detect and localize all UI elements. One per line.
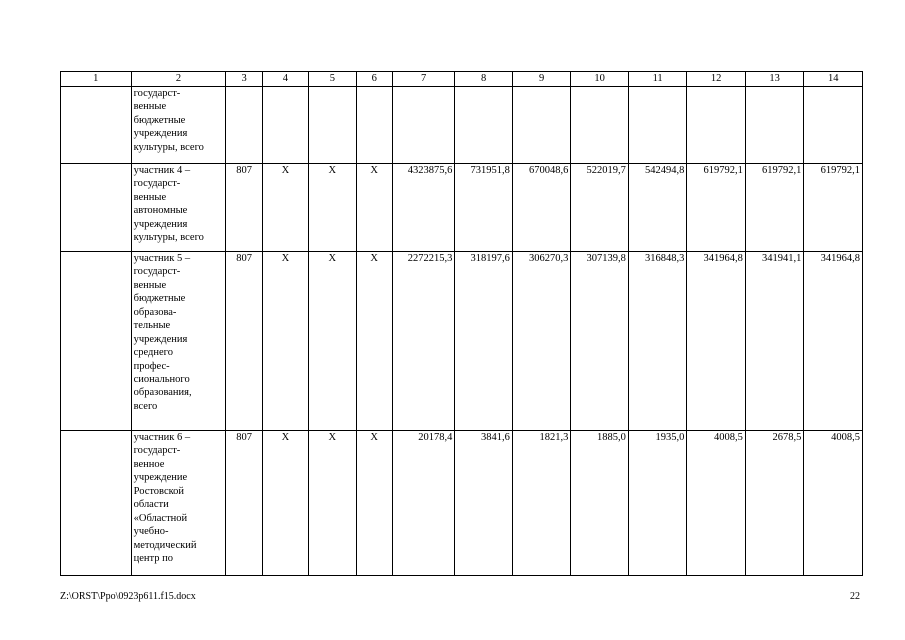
cell-value-col10: 522019,7 <box>571 164 629 252</box>
footer-page-number: 22 <box>850 591 860 602</box>
description-line: сионального <box>133 373 190 385</box>
description-line: учреждения <box>133 128 188 140</box>
description-line: среднего <box>133 347 173 359</box>
description-line: участник 4 – <box>133 165 191 176</box>
description-line: образова- <box>133 306 177 318</box>
cell-value-col12 <box>687 87 746 164</box>
cell-value-col7: 2272215,3 <box>392 252 455 431</box>
column-header-2: 2 <box>131 72 226 87</box>
cell-col6 <box>356 87 392 164</box>
cell-value-col14: 619792,1 <box>804 164 863 252</box>
cell-col4 <box>262 87 308 164</box>
description-line: участник 6 – <box>133 432 191 443</box>
cell-value-col11: 1935,0 <box>628 431 687 576</box>
cell-value-col8: 3841,6 <box>455 431 513 576</box>
cell-description <box>131 252 226 431</box>
cell-col1 <box>61 164 132 252</box>
cell-col6: Х <box>356 164 392 252</box>
description-line: центр по <box>133 552 173 564</box>
cell-value-col12: 341964,8 <box>687 252 746 431</box>
cell-col1 <box>61 87 132 164</box>
cell-col1 <box>61 252 132 431</box>
description-line: всего <box>133 400 158 412</box>
table-row <box>61 164 863 252</box>
column-header-5: 5 <box>309 72 356 87</box>
description-line: венные <box>133 191 167 203</box>
cell-value-col14 <box>804 87 863 164</box>
column-header-3: 3 <box>226 72 262 87</box>
cell-code <box>226 87 262 164</box>
cell-col1 <box>61 431 132 576</box>
cell-description <box>131 431 226 576</box>
budget-table <box>60 71 863 576</box>
column-header-9: 9 <box>512 72 571 87</box>
cell-value-col11: 316848,3 <box>628 252 687 431</box>
cell-value-col12: 4008,5 <box>687 431 746 576</box>
cell-col6: Х <box>356 252 392 431</box>
cell-value-col9: 1821,3 <box>512 431 571 576</box>
description-line: тельные <box>133 320 171 332</box>
description-line: венное <box>133 458 165 470</box>
cell-description <box>131 164 226 252</box>
description-line: государст- <box>133 88 181 99</box>
cell-value-col11 <box>628 87 687 164</box>
cell-value-col14: 341964,8 <box>804 252 863 431</box>
cell-value-col7 <box>392 87 455 164</box>
description-line: бюджетные <box>133 293 186 305</box>
description-line: культуры, всего <box>133 141 204 153</box>
cell-value-col8: 318197,6 <box>455 252 513 431</box>
cell-description <box>131 87 226 164</box>
cell-value-col9: 670048,6 <box>512 164 571 252</box>
column-header-13: 13 <box>745 72 804 87</box>
description-line: государст- <box>133 178 181 190</box>
cell-col5: Х <box>309 252 356 431</box>
cell-value-col7: 4323875,6 <box>392 164 455 252</box>
description-line: венные <box>133 101 167 113</box>
column-header-11: 11 <box>628 72 687 87</box>
cell-code: 807 <box>226 252 262 431</box>
cell-value-col10: 307139,8 <box>571 252 629 431</box>
footer-file-path: Z:\ORST\Ppo\0923p611.f15.docx <box>60 591 196 602</box>
cell-value-col13: 2678,5 <box>745 431 804 576</box>
cell-value-col10 <box>571 87 629 164</box>
cell-value-col14: 4008,5 <box>804 431 863 576</box>
description-line: участник 5 – <box>133 253 191 264</box>
cell-value-col9 <box>512 87 571 164</box>
column-header-6: 6 <box>356 72 392 87</box>
description-line: учебно- <box>133 526 169 538</box>
cell-value-col10: 1885,0 <box>571 431 629 576</box>
table-row <box>61 431 863 576</box>
description-line: государст- <box>133 445 181 457</box>
cell-col5: Х <box>309 164 356 252</box>
cell-col4: Х <box>262 431 308 576</box>
cell-col4: Х <box>262 252 308 431</box>
description-line: автономные <box>133 205 188 217</box>
description-line: образования, <box>133 387 192 399</box>
cell-value-col8: 731951,8 <box>455 164 513 252</box>
description-line: Ростовской <box>133 485 185 497</box>
description-line: области <box>133 499 169 511</box>
column-header-8: 8 <box>455 72 513 87</box>
cell-value-col13: 619792,1 <box>745 164 804 252</box>
description-line: бюджетные <box>133 114 186 126</box>
cell-value-col11: 542494,8 <box>628 164 687 252</box>
column-header-4: 4 <box>262 72 308 87</box>
description-line: учреждения <box>133 218 188 230</box>
cell-value-col13: 341941,1 <box>745 252 804 431</box>
cell-col5 <box>309 87 356 164</box>
description-line: учреждения <box>133 333 188 345</box>
description-line: профес- <box>133 360 170 372</box>
description-line: венные <box>133 279 167 291</box>
cell-value-col8 <box>455 87 513 164</box>
description-line: государст- <box>133 266 181 278</box>
column-header-10: 10 <box>571 72 629 87</box>
table-row <box>61 252 863 431</box>
cell-value-col9: 306270,3 <box>512 252 571 431</box>
table-body <box>61 87 863 576</box>
cell-col5: Х <box>309 431 356 576</box>
cell-value-col12: 619792,1 <box>687 164 746 252</box>
cell-code: 807 <box>226 164 262 252</box>
column-header-1: 1 <box>61 72 132 87</box>
cell-value-col7: 20178,4 <box>392 431 455 576</box>
column-header-12: 12 <box>687 72 746 87</box>
column-header-14: 14 <box>804 72 863 87</box>
table-row <box>61 87 863 164</box>
column-header-7: 7 <box>392 72 455 87</box>
description-line: методический <box>133 539 197 551</box>
table-header-row <box>61 72 863 87</box>
description-line: культуры, всего <box>133 232 204 244</box>
cell-col4: Х <box>262 164 308 252</box>
cell-code: 807 <box>226 431 262 576</box>
cell-col6: Х <box>356 431 392 576</box>
cell-value-col13 <box>745 87 804 164</box>
description-line: «Областной <box>133 512 188 524</box>
description-line: учреждение <box>133 472 188 484</box>
